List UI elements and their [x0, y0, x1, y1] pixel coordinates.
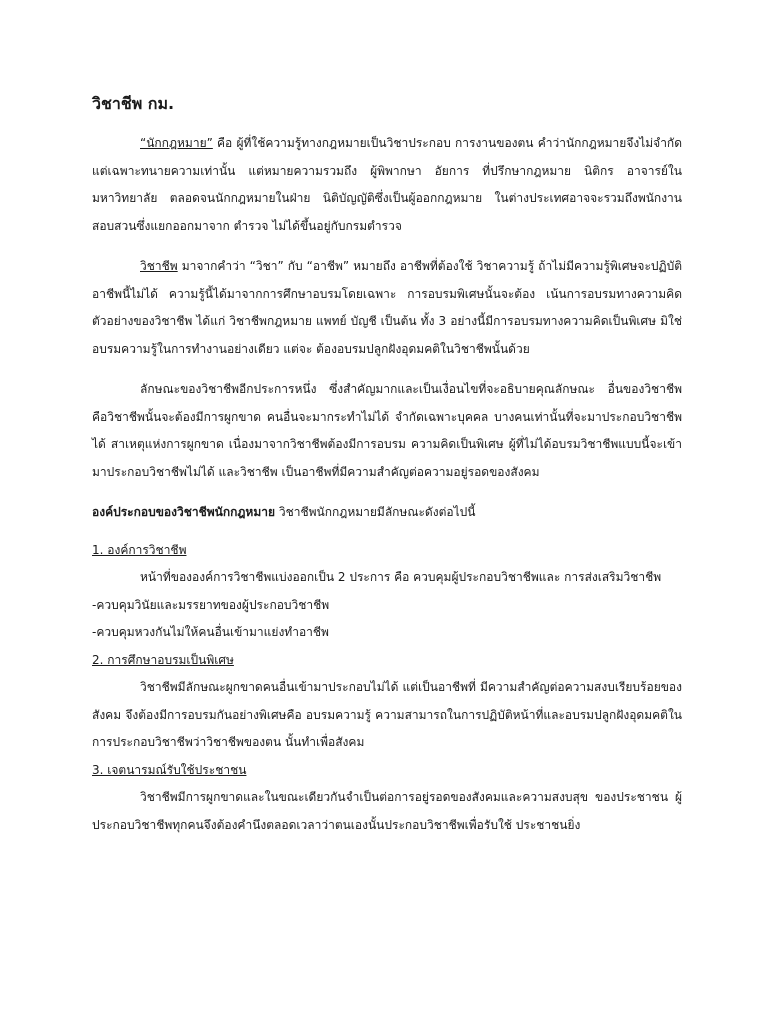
paragraph-lawyer-definition — [92, 130, 682, 240]
document-page — [92, 92, 682, 839]
section-1-list-item: -ควบคุมวินัยและมรรยาทของผู้ประกอบวิชาชีพ — [92, 597, 330, 612]
section-1-heading-text: 1. องค์การวิชาชีพ — [92, 542, 187, 557]
paragraph-profession-definition — [92, 253, 682, 363]
components-heading: องค์ประกอบของวิชาชีพนักกฎหมาย — [92, 505, 276, 519]
paragraph-components — [92, 499, 682, 527]
section-3-body: วิชาชีพมีการผูกขาดและในขณะเดียวกันจำเป็นต่อการอยู่รอดของสังคมและความสงบสุข ของประชาชน ผู้ประกอบวิชาชีพทุกคนจึงต้องคำนึงตลอดเวลาว่าตนเองนั้นประกอบวิชาชีพเพื่อรับใช้ ประชาชนยิ่ง — [92, 790, 682, 832]
section-1-body: หน้าที่ขององค์การวิชาชีพแบ่งออกเป็น 2 ประการ คือ ควบคุมผู้ประกอบวิชาชีพและ การส่งเสริมวิชาชีพ — [140, 570, 662, 584]
section-2-heading — [92, 647, 682, 675]
components-text: วิชาชีพนักกฎหมายมีลักษณะดังต่อไปนี้ — [275, 505, 476, 519]
section-2-body: วิชาชีพมีลักษณะผูกขาดคนอื่นเข้ามาประกอบไม่ได้ แต่เป็นอาชีพที่ มีความสำคัญต่อความสงบเรียบร้อยของสังคม จึงต้องมีการอบรมกันอย่างพิเศษคือ อบรมความรู้ ความสามารถในการปฏิบัติหน้าที่และอบรมปลูกฝังอุดมคติในการประกอบวิชาชีพว่าวิชาชีพของตน นั้นทำเพื่อสังคม — [92, 680, 682, 749]
paragraph-profession-text: มาจากคำว่า “วิชา” กับ “อาชีพ” หมายถึง อาชีพที่ต้องใช้ วิชาความรู้ ถ้าไม่มีความรู้พิเศษจะปฏิบัติอาชีพนี้ไม่ได้ ความรู้นี้ได้มาจากการศึกษาอบรมโดยเฉพาะ การอบรมพิเศษนั้นจะต้อง เน้นการอบรมทางความคิด ตัวอย่างของวิชาชีพ ได้แก่ วิชาชีพกฎหมาย แพทย์ บัญชี เป็นต้น ทั้ง 3 อย่างนี้มีการอบรมทางความคิดเป็นพิเศษ มิใช่อบรมความรู้ในการทำงานอย่างเดียว แต่จะ ต้องอบรมปลูกฝังอุดมคติในวิชาชีพนั้นด้วย — [92, 259, 682, 356]
paragraph-lawyer-text: คือ ผู้ที่ใช้ความรู้ทางกฎหมายเป็นวิชาประกอบ การงานของตน คำว่านักกฎหมายจึงไม่จำกัดแต่เฉพาะทนายความเท่านั้น แต่หมายความรวมถึง ผู้พิพากษา อัยการ ที่ปรึกษากฎหมาย นิติกร อาจารย์ในมหาวิทยาลัย ตลอดจนนักกฎหมายในฝ่าย นิติบัญญัติซึ่งเป็นผู้ออกกฎหมาย ในต่างประเทศอาจจะรวมถึงพนักงานสอบสวนซึ่งแยกออกมาจาก ตำรวจ ไม่ได้ขึ้นอยู่กับกรมตำรวจ — [92, 136, 682, 233]
section-2-heading-text: 2. การศึกษาอบรมเป็นพิเศษ — [92, 652, 234, 667]
paragraph-monopoly: ลักษณะของวิชาชีพอีกประการหนึ่ง ซึ่งสำคัญมากและเป็นเงื่อนไขที่จะอธิบายคุณลักษณะ อื่นของวิชาชีพ คือวิชาชีพนั้นจะต้องมีการผูกขาด คนอื่นจะมากระทำไม่ได้ จำกัดเฉพาะบุคคล บางคนเท่านั้นที่จะมาประกอบวิชาชีพได้ สาเหตุแห่งการผูกขาด เนื่องมาจากวิชาชีพต้องมีการอบรม ความคิดเป็นพิเศษ ผู้ที่ไม่ได้อบรมวิชาชีพแบบนี้จะเข้ามาประกอบวิชาชีพไม่ได้ และวิชาชีพ เป็นอาชีพที่มีความสำคัญต่อความอยู่รอดของสังคม — [92, 382, 682, 479]
term-lawyer: “นักกฎหมาย” — [140, 136, 213, 150]
section-1-heading — [92, 537, 682, 565]
document-title: วิชาชีพ กม. — [92, 94, 175, 113]
section-3-heading — [92, 757, 682, 785]
section-3-heading-text: 3. เจตนารมณ์รับใช้ประชาชน — [92, 762, 247, 777]
term-profession: วิชาชีพ — [140, 259, 178, 273]
section-1-list-item: -ควบคุมหวงกันไม่ให้คนอื่นเข้ามาแย่งทำอาชีพ — [92, 625, 329, 639]
